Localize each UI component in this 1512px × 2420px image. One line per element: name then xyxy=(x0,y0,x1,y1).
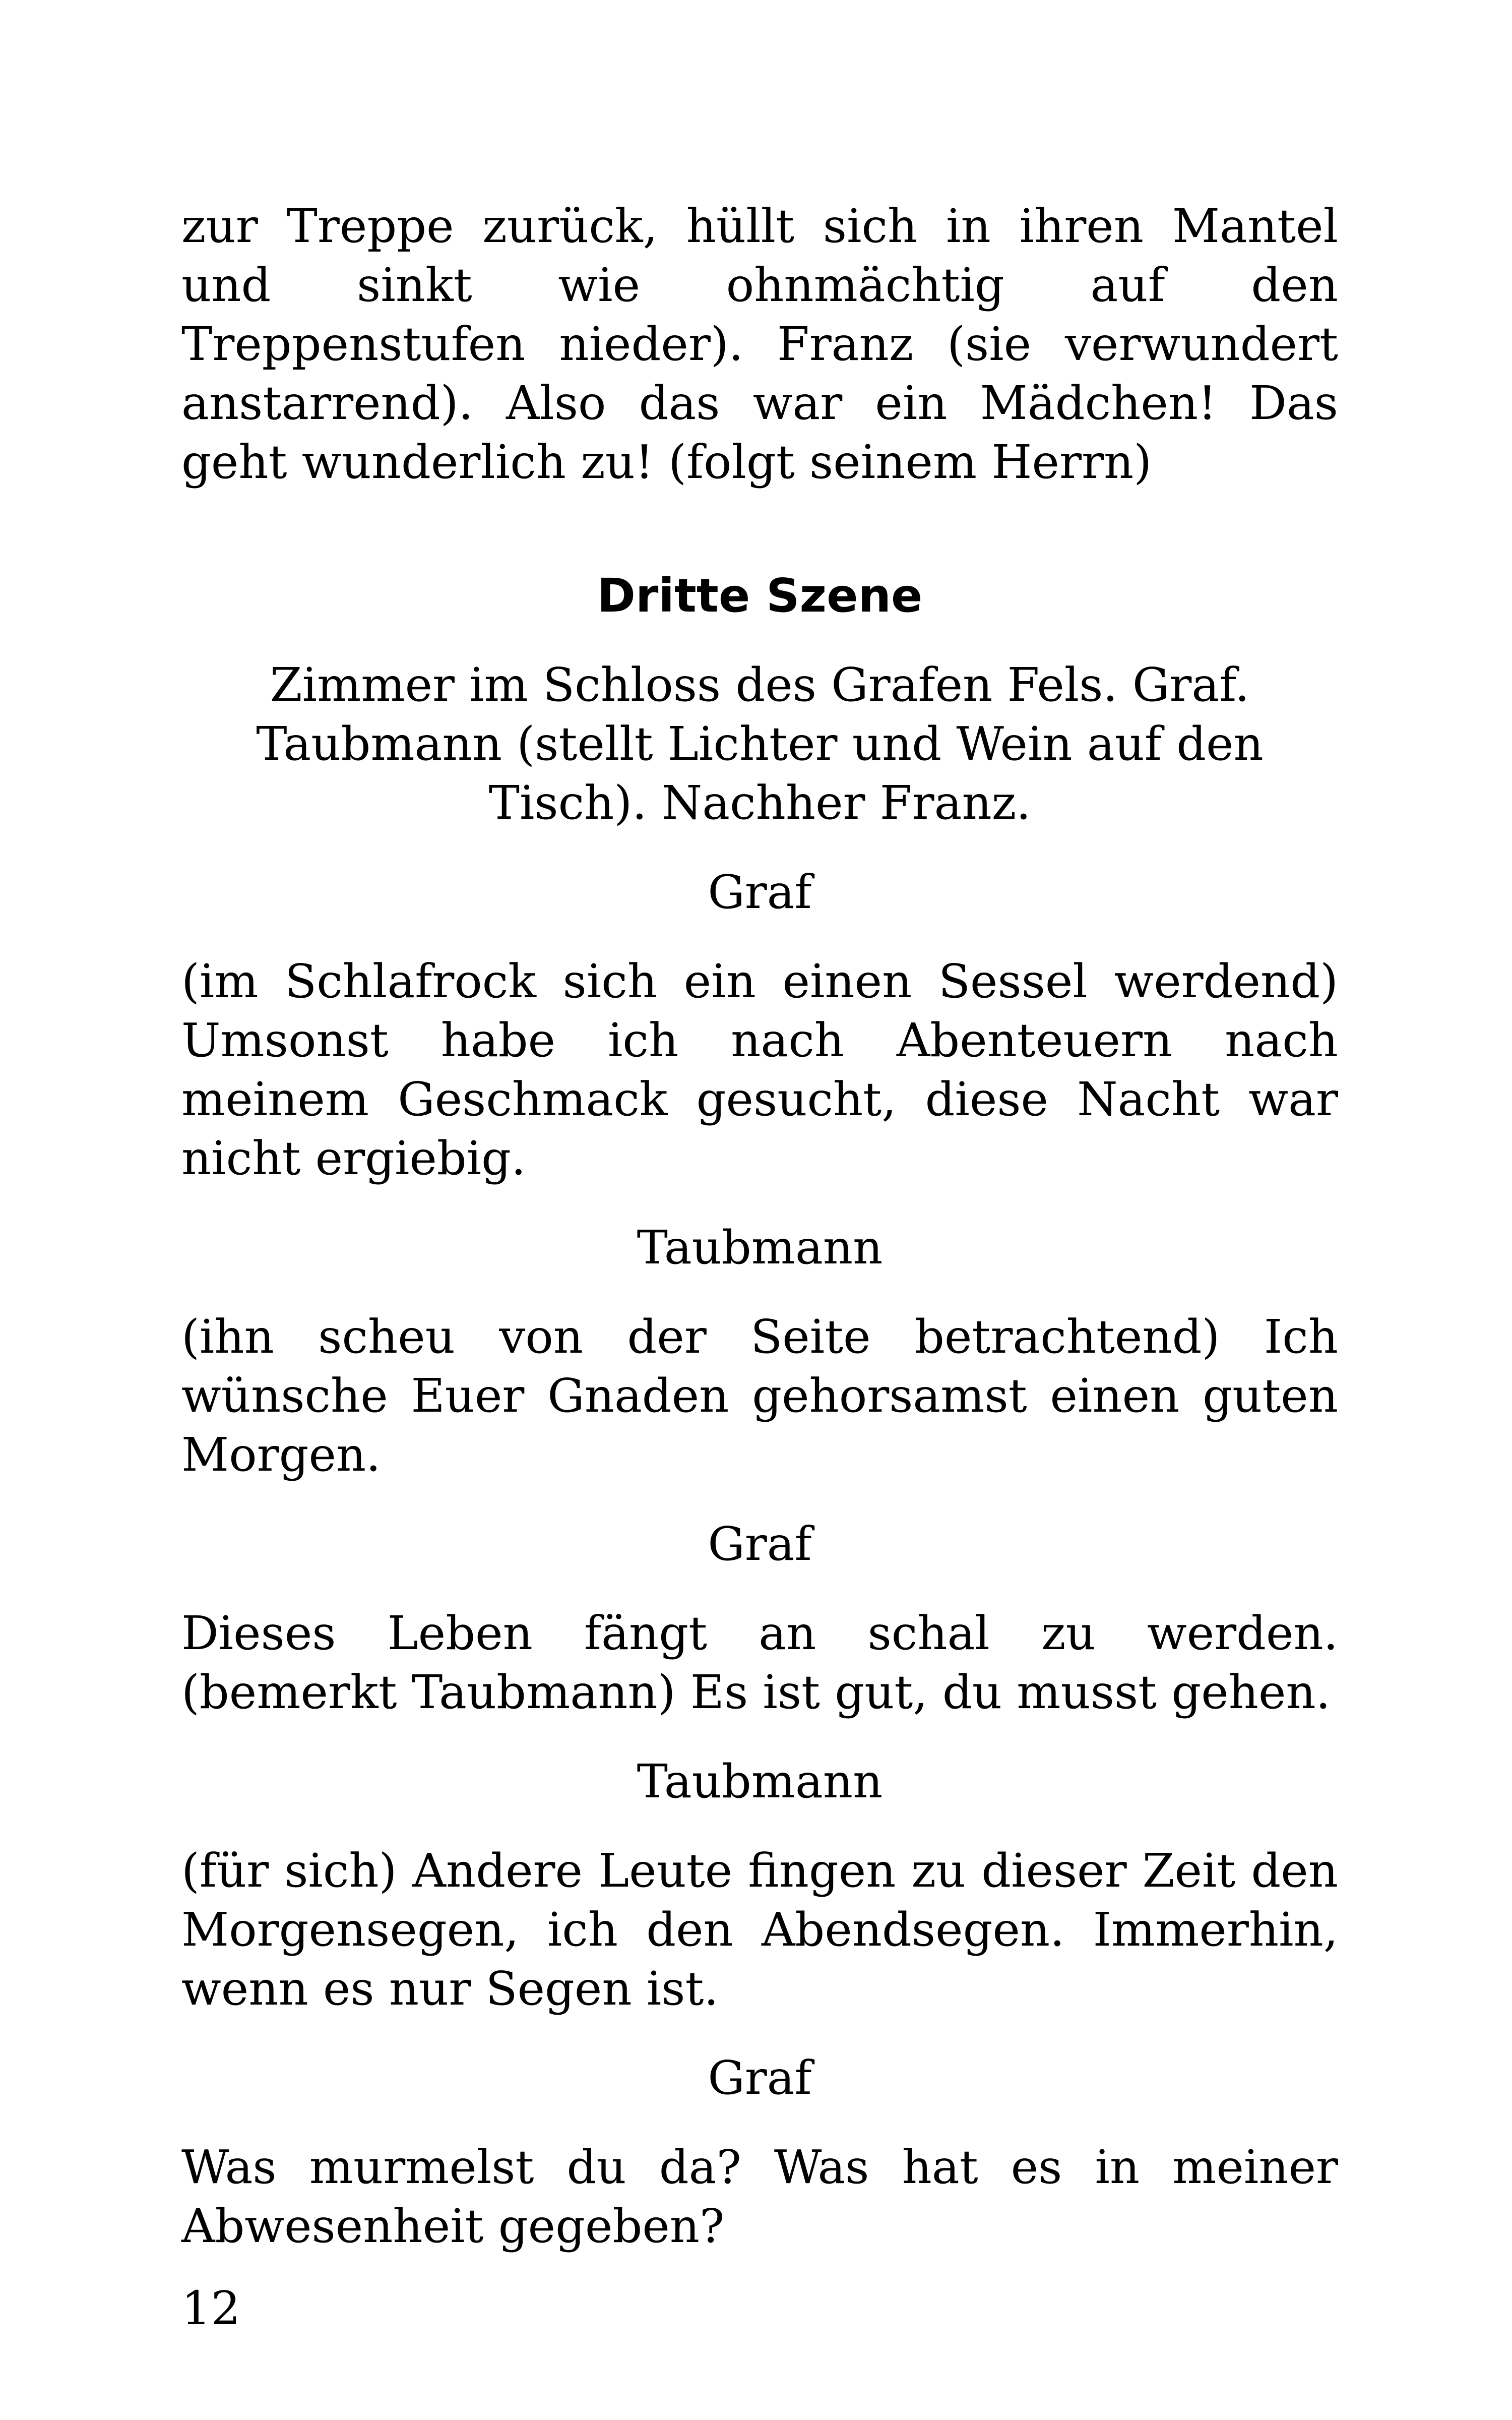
dialogue-text: (im Schlafrock sich ein einen Sessel werdend) Umsonst habe ich nach Abenteuern nach meinem Geschmack gesucht, diese Nacht war nicht ergiebig. xyxy=(181,954,1338,1185)
dialogue-text: Dieses Leben fängt an schal zu werden. (bemerkt Taubmann) Es ist gut, du musst gehen. xyxy=(181,1606,1338,1719)
speaker-name: Taubmann xyxy=(637,1754,883,1808)
speaker-name: Graf xyxy=(708,2051,812,2105)
speaker-name: Graf xyxy=(708,865,812,919)
speaker-name: Taubmann xyxy=(637,1221,883,1275)
dialogue-text: (ihn scheu von der Seite betrachtend) Ich wünsche Euer Gnaden gehorsamst einen guten Morgen. xyxy=(181,1310,1338,1482)
page-number: 12 xyxy=(181,2281,241,2335)
stage-direction: Zimmer im Schloss des Grafen Fels. Graf. Taubmann (stellt Lichter und Wein auf den Tisch). Nachher Franz. xyxy=(256,658,1264,830)
speaker-name: Graf xyxy=(708,1517,812,1571)
page-content xyxy=(181,197,1338,2256)
dialogue-text: Was murmelst du da? Was hat es in meiner Abwesenheit gegeben? xyxy=(181,2140,1338,2253)
opening-paragraph: zur Treppe zurück, hüllt sich in ihren Mantel und sinkt wie ohnmächtig auf den Treppenstufen nieder). Franz (sie verwundert anstarrend). Also das war ein Mädchen! Das geht wunderlich zu! (folgt seinem Herrn) xyxy=(181,199,1338,489)
scene-heading: Dritte Szene xyxy=(597,569,923,623)
dialogue-text: (für sich) Andere Leute fingen zu dieser Zeit den Morgensegen, ich den Abendsegen. Immerhin, wenn es nur Segen ist. xyxy=(181,1844,1338,2016)
